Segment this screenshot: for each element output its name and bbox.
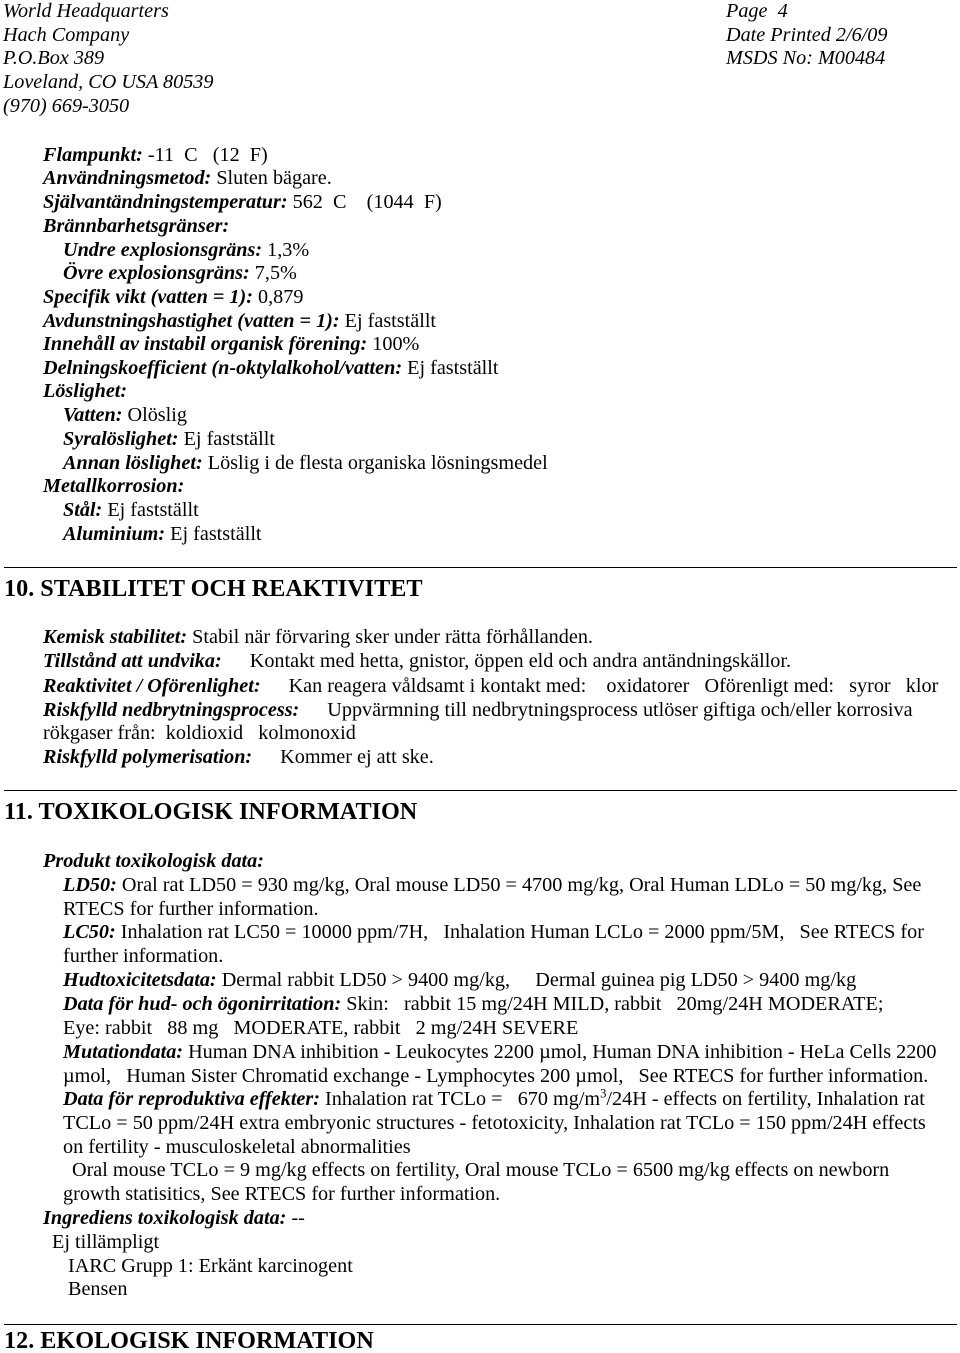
superscript-cubed: 3	[600, 1086, 607, 1101]
method-row	[43, 167, 332, 189]
partition-coefficient-label: Delningskoefficient (n-oktylalkohol/vatten:	[43, 357, 403, 379]
address-line: Loveland, CO USA 80539	[3, 71, 214, 93]
reproductive-value	[325, 1088, 925, 1110]
reproductive-value-start: Inhalation rat TCLo = 670 mg/m	[325, 1088, 601, 1110]
ingredient-tox-label: Ingrediens toxikologisk data:	[43, 1207, 287, 1229]
polymerization-value: Kommer ej att ske.	[280, 746, 434, 768]
lower-limit-label: Undre explosionsgräns:	[63, 239, 263, 261]
lc50-continuation: further information.	[63, 945, 224, 967]
water-solubility-row	[63, 404, 187, 426]
specific-gravity-value: 0,879	[258, 286, 304, 308]
aluminium-label: Aluminium:	[63, 523, 166, 545]
page-number: Page 4	[726, 0, 788, 22]
acid-solubility-value: Ej fastställt	[183, 428, 275, 450]
conditions-to-avoid-label: Tillstånd att undvika:	[43, 650, 222, 672]
conditions-to-avoid-value: Kontakt med hetta, gnistor, öppen eld och andra antändningskällor.	[249, 650, 792, 672]
steel-value: Ej fastställt	[107, 499, 199, 521]
flammability-limits-row	[43, 215, 229, 237]
ld50-row	[63, 874, 921, 896]
section-divider	[4, 1324, 957, 1325]
flammability-limits-label: Brännbarhetsgränser:	[43, 215, 230, 237]
upper-limit-label: Övre explosionsgräns:	[63, 262, 250, 284]
ingredient-tox-value: --	[291, 1207, 305, 1229]
polymerization-label: Riskfylld polymerisation:	[43, 746, 253, 768]
ingredient-line: Ej tillämpligt	[52, 1231, 160, 1253]
lc50-value: Inhalation rat LC50 = 10000 ppm/7H, Inhalation Human LCLo = 2000 ppm/5M, See RTECS for	[120, 921, 924, 943]
decomposition-continuation: rökgaser från: koldioxid kolmonoxid	[43, 722, 356, 744]
product-tox-label: Produkt toxikologisk data:	[43, 850, 264, 872]
irritation-row	[63, 993, 883, 1015]
section-divider	[4, 567, 957, 568]
ingredient-line: Bensen	[68, 1278, 128, 1300]
lower-limit-row	[63, 239, 309, 261]
specific-gravity-row	[43, 286, 303, 308]
address-line: (970) 669-3050	[3, 95, 130, 117]
section-10-heading: 10. STABILITET OCH REAKTIVITET	[4, 575, 423, 602]
autoignition-label: Självantändningstemperatur:	[43, 191, 288, 213]
section-divider	[4, 790, 957, 791]
ingredient-tox-row	[43, 1207, 305, 1229]
decomposition-value: Uppvärmning till nedbrytningsprocess utlöser giftiga och/eller korrosiva	[327, 699, 913, 721]
voc-content-row	[43, 333, 419, 355]
autoignition-value: 562 C (1044 F)	[292, 191, 442, 213]
voc-content-value: 100%	[372, 333, 420, 355]
mutation-continuation: µmol, Human Sister Chromatid exchange - Lymphocytes 200 µmol, See RTECS for further information.	[63, 1065, 929, 1087]
reproductive-continuation: on fertility - musculoskeletal abnormalities	[63, 1136, 411, 1158]
partition-coefficient-row	[43, 357, 499, 379]
voc-content-label: Innehåll av instabil organisk förening:	[43, 333, 368, 355]
metal-corrosion-label: Metallkorrosion:	[43, 475, 185, 497]
ingredient-line: IARC Grupp 1: Erkänt karcinogent	[68, 1255, 353, 1277]
date-printed: Date Printed 2/6/09	[726, 24, 888, 46]
other-solubility-row	[63, 452, 548, 474]
irritation-label: Data för hud- och ögonirritation:	[63, 993, 342, 1015]
solubility-row	[43, 380, 127, 402]
flash-point-row	[43, 144, 268, 166]
lc50-row	[63, 921, 924, 943]
dermal-value: Dermal rabbit LD50 > 9400 mg/kg, Dermal guinea pig LD50 > 9400 mg/kg	[221, 969, 857, 991]
acid-solubility-row	[63, 428, 275, 450]
reproductive-row	[63, 1088, 925, 1110]
msds-number: MSDS No: M00484	[726, 47, 886, 69]
reproductive-continuation: growth statisitics, See RTECS for further information.	[63, 1183, 501, 1205]
irritation-continuation: Eye: rabbit 88 mg MODERATE, rabbit 2 mg/24H SEVERE	[63, 1017, 579, 1039]
lc50-label: LC50:	[63, 921, 116, 943]
decomposition-row	[43, 699, 913, 721]
irritation-value: Skin: rabbit 15 mg/24H MILD, rabbit 20mg/24H MODERATE;	[346, 993, 884, 1015]
other-solubility-label: Annan löslighet:	[63, 452, 203, 474]
reactivity-row	[43, 675, 938, 697]
reproductive-continuation: Oral mouse TCLo = 9 mg/kg effects on fertility, Oral mouse TCLo = 6500 mg/kg effects on newborn	[72, 1159, 890, 1181]
water-solubility-label: Vatten:	[63, 404, 123, 426]
solubility-label: Löslighet:	[43, 380, 128, 402]
chemical-stability-label: Kemisk stabilitet:	[43, 626, 188, 648]
section-12-heading: 12. EKOLOGISK INFORMATION	[4, 1327, 374, 1353]
reproductive-continuation: TCLo = 50 ppm/24H extra embryonic structures - fetotoxicity, Inhalation rat TCLo = 150 ppm/24H effects	[63, 1112, 926, 1134]
ld50-label: LD50:	[63, 874, 117, 896]
mutation-label: Mutationdata:	[63, 1041, 184, 1063]
steel-row	[63, 499, 199, 521]
other-solubility-value: Löslig i de flesta organiska lösningsmedel	[207, 452, 548, 474]
reproductive-label: Data för reproduktiva effekter:	[63, 1088, 320, 1110]
method-label: Användningsmetod:	[43, 167, 212, 189]
steel-label: Stål:	[63, 499, 103, 521]
aluminium-value: Ej fastställt	[170, 523, 262, 545]
chemical-stability-row	[43, 626, 593, 648]
flash-point-value: -11 C (12 F)	[147, 144, 268, 166]
evaporation-rate-value: Ej fastställt	[344, 310, 437, 332]
ld50-continuation: RTECS for further information.	[63, 898, 319, 920]
partition-coefficient-value: Ej fastställt	[407, 357, 499, 379]
ld50-value: Oral rat LD50 = 930 mg/kg, Oral mouse LD50 = 4700 mg/kg, Oral Human LDLo = 50 mg/kg, See	[121, 874, 922, 896]
mutation-row	[63, 1041, 936, 1063]
section-11-heading: 11. TOXIKOLOGISK INFORMATION	[4, 798, 418, 825]
lower-limit-value: 1,3%	[267, 239, 310, 261]
chemical-stability-value: Stabil när förvaring sker under rätta förhållanden.	[192, 626, 593, 648]
evaporation-rate-row	[43, 310, 436, 332]
address-line: P.O.Box 389	[3, 47, 105, 69]
dermal-label: Hudtoxicitetsdata:	[63, 969, 217, 991]
upper-limit-value: 7,5%	[254, 262, 297, 284]
product-tox-row	[43, 850, 264, 872]
metal-corrosion-row	[43, 475, 184, 497]
decomposition-label: Riskfylld nedbrytningsprocess:	[43, 699, 300, 721]
evaporation-rate-label: Avdunstningshastighet (vatten = 1):	[43, 310, 340, 332]
specific-gravity-label: Specifik vikt (vatten = 1):	[43, 286, 253, 308]
aluminium-row	[63, 523, 262, 545]
acid-solubility-label: Syralöslighet:	[63, 428, 179, 450]
reactivity-value: Kan reagera våldsamt i kontakt med: oxidatorer Oförenligt med: syror klor	[288, 675, 939, 697]
method-value: Sluten bägare.	[216, 167, 332, 189]
mutation-value: Human DNA inhibition - Leukocytes 2200 µmol, Human DNA inhibition - HeLa Cells 2200	[188, 1041, 937, 1063]
autoignition-row	[43, 191, 442, 213]
polymerization-row	[43, 746, 434, 768]
reproductive-value-end: /24H - effects on fertility, Inhalation rat	[606, 1088, 925, 1110]
reactivity-label: Reaktivitet / Oförenlighet:	[43, 675, 261, 697]
conditions-to-avoid-row	[43, 650, 791, 672]
address-line: World Headquarters	[3, 0, 169, 22]
address-line: Hach Company	[3, 24, 130, 46]
water-solubility-value: Olöslig	[127, 404, 187, 426]
dermal-row	[63, 969, 856, 991]
upper-limit-row	[63, 262, 297, 284]
flash-point-label: Flampunkt:	[43, 144, 143, 166]
